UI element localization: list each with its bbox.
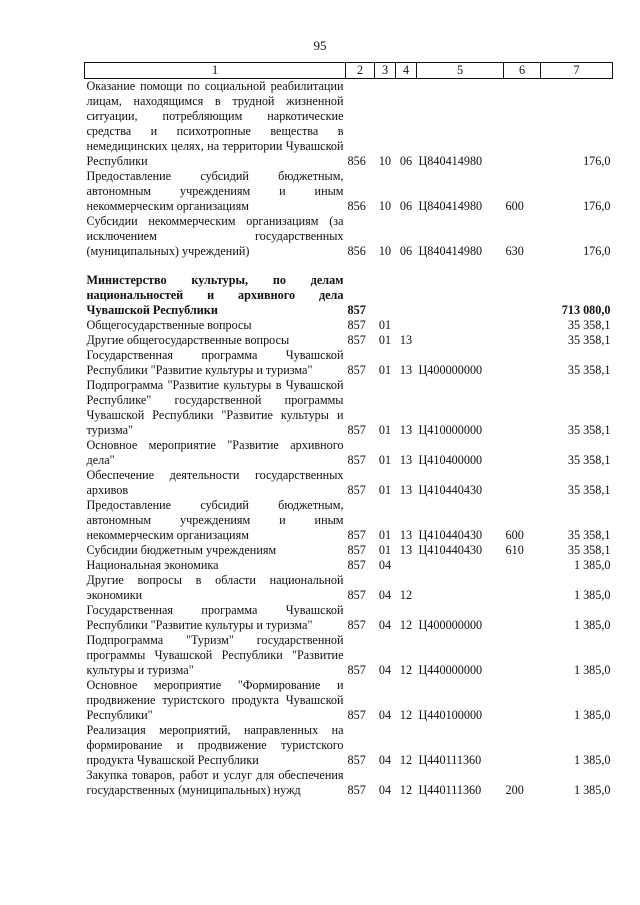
- row-expense-type: [504, 378, 541, 438]
- row-amount: 176,0: [583, 199, 611, 213]
- row-expense-type: [504, 573, 541, 603]
- row-code: 857: [347, 558, 366, 572]
- row-section: 04: [378, 663, 392, 677]
- row-target-article: [417, 558, 504, 573]
- row-code: 857: [347, 483, 366, 497]
- row-expense-type: 630: [505, 244, 524, 258]
- row-section: 04: [378, 588, 392, 602]
- row-subsection: 13: [399, 543, 413, 557]
- row-name: Другие вопросы в области национальной экономики: [86, 573, 344, 602]
- row-name: Подпрограмма "Развитие культуры в Чувашской Республике" государственной программы Чувашской Республики "Развитие культуры и туризма": [86, 378, 344, 437]
- row-code: 857: [347, 303, 366, 317]
- table-row: [85, 678, 613, 723]
- row-expense-type: 600: [505, 199, 524, 213]
- row-code: 857: [347, 663, 366, 677]
- row-expense-type: [504, 678, 541, 723]
- row-amount: 1 385,0: [573, 663, 611, 677]
- table-row: [85, 543, 613, 558]
- column-header: 3: [375, 63, 396, 79]
- row-section: 04: [378, 753, 392, 767]
- row-target-article: [417, 273, 504, 318]
- row-target-article: [417, 333, 504, 348]
- row-subsection: 13: [399, 333, 413, 347]
- row-amount: 1 385,0: [573, 783, 611, 797]
- row-target-article: [417, 573, 504, 603]
- row-code: 856: [347, 154, 366, 168]
- row-expense-type: 610: [505, 543, 524, 557]
- budget-table: [84, 62, 613, 798]
- row-expense-type: [504, 79, 541, 170]
- column-header: 1: [85, 63, 346, 79]
- row-section: 04: [378, 618, 392, 632]
- row-name: Реализация мероприятий, направленных на формирование и продвижение туристского продукта Чувашской Республики: [86, 723, 344, 767]
- row-target-article: Ц410440430: [418, 528, 483, 542]
- row-name: Основное мероприятие "Формирование и продвижение туристского продукта Чувашской Республики": [86, 678, 344, 722]
- row-target-article: Ц410000000: [418, 423, 483, 437]
- column-header: 7: [541, 63, 613, 79]
- row-amount: 35 358,1: [567, 483, 611, 497]
- row-amount: 35 358,1: [567, 318, 611, 332]
- row-name: Закупка товаров, работ и услуг для обеспечения государственных (муниципальных) нужд: [86, 768, 344, 797]
- row-amount: 1 385,0: [573, 753, 611, 767]
- table-row: [85, 273, 613, 318]
- row-target-article: Ц400000000: [418, 363, 483, 377]
- row-section: 01: [378, 543, 392, 557]
- row-name: Субсидии некоммерческим организациям (за исключением государственных (муниципальных) учреждений): [86, 214, 344, 258]
- row-name: Субсидии бюджетным учреждениям: [86, 543, 277, 557]
- row-expense-type: [504, 468, 541, 498]
- row-expense-type: [504, 633, 541, 678]
- row-name: Государственная программа Чувашской Республики "Развитие культуры и туризма": [86, 348, 344, 377]
- row-name: Государственная программа Чувашской Республики "Развитие культуры и туризма": [86, 603, 344, 632]
- row-subsection: 12: [399, 663, 413, 677]
- table-row: [85, 498, 613, 543]
- row-target-article: Ц440000000: [418, 663, 483, 677]
- row-target-article: Ц400000000: [418, 618, 483, 632]
- table-row: [85, 214, 613, 259]
- row-name: Министерство культуры, по делам национальностей и архивного дела Чувашской Республики: [86, 273, 344, 317]
- row-code: 856: [347, 199, 366, 213]
- row-subsection: 12: [399, 618, 413, 632]
- row-name: Основное мероприятие "Развитие архивного дела": [86, 438, 344, 467]
- row-section: 10: [378, 244, 392, 258]
- row-section: 01: [378, 423, 392, 437]
- row-expense-type: [504, 558, 541, 573]
- table-row: [85, 438, 613, 468]
- row-section: 04: [378, 783, 392, 797]
- row-amount: 1 385,0: [573, 618, 611, 632]
- table-row: [85, 768, 613, 798]
- row-subsection: 13: [399, 528, 413, 542]
- table-row: [85, 603, 613, 633]
- row-name: Другие общегосударственные вопросы: [86, 333, 290, 347]
- row-name: Предоставление субсидий бюджетным, автономным учреждениям и иным некоммерческим организациям: [86, 169, 344, 213]
- row-name: Общегосударственные вопросы: [86, 318, 252, 332]
- row-target-article: Ц410400000: [418, 453, 483, 467]
- row-amount: 176,0: [583, 244, 611, 258]
- row-name: Подпрограмма "Туризм" государственной программы Чувашской Республики "Развитие культуры и туризма": [86, 633, 344, 677]
- row-name: Оказание помощи по социальной реабилитации лицам, находящимся в трудной жизненной ситуации, потребляющим наркотические средства и психотропные вещества в немедицинских целях, на территории Чувашской Республики: [86, 79, 344, 168]
- row-section: 10: [378, 199, 392, 213]
- row-subsection: 13: [399, 423, 413, 437]
- row-subsection: 12: [399, 708, 413, 722]
- table-row: [85, 558, 613, 573]
- row-name: Национальная экономика: [86, 558, 219, 572]
- row-code: 857: [347, 588, 366, 602]
- row-amount: 35 358,1: [567, 543, 611, 557]
- table-row: [85, 318, 613, 333]
- row-target-article: Ц840414980: [418, 199, 483, 213]
- row-expense-type: [504, 318, 541, 333]
- row-expense-type: 600: [505, 528, 524, 542]
- row-subsection: 06: [399, 154, 413, 168]
- table-row: [85, 169, 613, 214]
- table-row: [85, 633, 613, 678]
- spacer-cell: [85, 259, 613, 273]
- page-number: 95: [313, 38, 327, 53]
- row-target-article: Ц840414980: [418, 244, 483, 258]
- row-amount: 1 385,0: [573, 558, 611, 572]
- table-row: [85, 468, 613, 498]
- row-subsection: 06: [399, 199, 413, 213]
- row-section: 01: [378, 528, 392, 542]
- row-subsection: 13: [399, 453, 413, 467]
- row-code: 857: [347, 783, 366, 797]
- table-row: [85, 348, 613, 378]
- row-expense-type: [504, 603, 541, 633]
- table-body: [85, 79, 613, 799]
- table-row: [85, 79, 613, 170]
- row-expense-type: [504, 438, 541, 468]
- row-section: 01: [378, 333, 392, 347]
- table-row: [85, 723, 613, 768]
- row-code: 857: [347, 423, 366, 437]
- table-row: [85, 378, 613, 438]
- row-code: 857: [347, 528, 366, 542]
- row-target-article: Ц440100000: [418, 708, 483, 722]
- row-code: 857: [347, 318, 366, 332]
- row-amount: 1 385,0: [573, 588, 611, 602]
- row-section: 01: [378, 453, 392, 467]
- row-code: 857: [347, 618, 366, 632]
- row-code: 857: [347, 708, 366, 722]
- row-name: Обеспечение деятельности государственных архивов: [86, 468, 344, 497]
- row-code: 856: [347, 244, 366, 258]
- row-amount: 35 358,1: [567, 453, 611, 467]
- row-amount: 35 358,1: [567, 423, 611, 437]
- row-target-article: Ц440111360: [418, 753, 482, 767]
- row-expense-type: [504, 333, 541, 348]
- row-target-article: Ц840414980: [418, 154, 483, 168]
- table-row: [85, 573, 613, 603]
- row-code: 857: [347, 453, 366, 467]
- column-header: 2: [346, 63, 375, 79]
- row-subsection: 06: [399, 244, 413, 258]
- row-subsection: 12: [399, 783, 413, 797]
- row-target-article: Ц410440430: [418, 483, 483, 497]
- row-expense-type: [504, 273, 541, 318]
- row-section: 01: [378, 363, 392, 377]
- row-section: [375, 273, 396, 318]
- row-section: 01: [378, 318, 392, 332]
- row-amount: 713 080,0: [561, 303, 611, 317]
- row-target-article: Ц440111360: [418, 783, 482, 797]
- row-subsection: 12: [399, 588, 413, 602]
- row-code: 857: [347, 333, 366, 347]
- row-code: 857: [347, 543, 366, 557]
- row-section: 04: [378, 558, 392, 572]
- row-subsection: 13: [399, 363, 413, 377]
- row-subsection: [396, 273, 417, 318]
- row-section: 04: [378, 708, 392, 722]
- row-code: 857: [347, 363, 366, 377]
- row-target-article: Ц410440430: [418, 543, 483, 557]
- row-amount: 35 358,1: [567, 363, 611, 377]
- row-name: Предоставление субсидий бюджетным, автономным учреждениям и иным некоммерческим организациям: [86, 498, 344, 542]
- row-target-article: [417, 318, 504, 333]
- row-amount: 1 385,0: [573, 708, 611, 722]
- row-amount: 176,0: [583, 154, 611, 168]
- row-subsection: [396, 558, 417, 573]
- row-expense-type: [504, 723, 541, 768]
- row-expense-type: [504, 348, 541, 378]
- column-header: 4: [396, 63, 417, 79]
- row-amount: 35 358,1: [567, 333, 611, 347]
- row-subsection: [396, 318, 417, 333]
- column-header: 6: [504, 63, 541, 79]
- row-subsection: 12: [399, 753, 413, 767]
- column-header-row: [85, 63, 613, 79]
- row-subsection: 13: [399, 483, 413, 497]
- spacer-row: [85, 259, 613, 273]
- row-section: 01: [378, 483, 392, 497]
- row-expense-type: 200: [505, 783, 524, 797]
- row-section: 10: [378, 154, 392, 168]
- table-row: [85, 333, 613, 348]
- column-header: 5: [417, 63, 504, 79]
- row-code: 857: [347, 753, 366, 767]
- row-amount: 35 358,1: [567, 528, 611, 542]
